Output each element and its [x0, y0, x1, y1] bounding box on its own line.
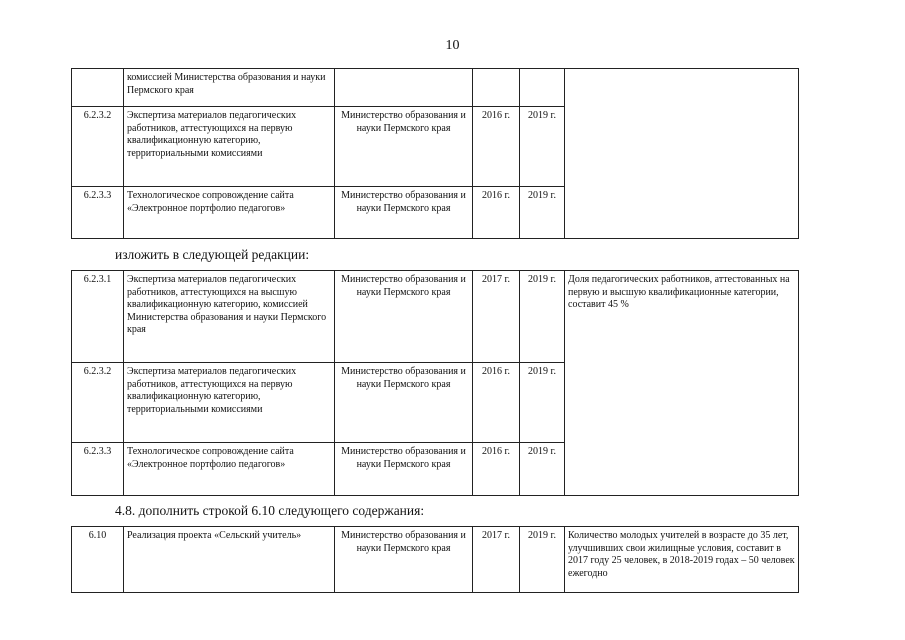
row-number: 6.2.3.3	[72, 443, 124, 496]
table-row	[72, 69, 799, 107]
task-text: Экспертиза материалов педагогических работников, аттестующихся на первую квалификационную категорию, территориальными комиссиями	[124, 107, 335, 187]
task-text: Технологическое сопровождение сайта «Электронное портфолио педагогов»	[124, 443, 335, 496]
organization: Министерство образования и науки Пермского края	[335, 187, 473, 239]
start-year	[473, 69, 520, 107]
task-text: Технологическое сопровождение сайта «Электронное портфолио педагогов»	[124, 187, 335, 239]
table-added-row	[71, 526, 799, 593]
section-heading: 4.8. дополнить строкой 6.10 следующего содержания:	[115, 503, 425, 518]
start-year: 2016 г.	[473, 187, 520, 239]
indicator-cell: Количество молодых учителей в возрасте до 35 лет, улучшивших свои жилищные условия, составит в 2017 году 25 человек, в 2018-2019 годах – 50 человек ежегодно	[565, 527, 799, 593]
task-text: Экспертиза материалов педагогических работников, аттестующихся на первую квалификационную категорию, территориальными комиссиями	[124, 363, 335, 443]
end-year: 2019 г.	[520, 271, 565, 363]
row-number: 6.2.3.2	[72, 107, 124, 187]
row-number: 6.10	[72, 527, 124, 593]
row-number: 6.2.3.1	[72, 271, 124, 363]
end-year: 2019 г.	[520, 443, 565, 496]
start-year: 2016 г.	[473, 107, 520, 187]
task-text: Экспертиза материалов педагогических работников, аттестующихся на высшую квалификационную категорию, комиссией Министерства образования и науки Пермского края	[124, 271, 335, 363]
indicator-cell	[565, 69, 799, 239]
table-new-version	[71, 270, 799, 496]
table-previous-version	[71, 68, 799, 239]
indicator-cell: Доля педагогических работников, аттестованных на первую и высшую квалификационные категории, составит 45 %	[565, 271, 799, 496]
start-year: 2016 г.	[473, 443, 520, 496]
table-row	[72, 527, 799, 593]
row-number: 6.2.3.3	[72, 187, 124, 239]
organization	[335, 69, 473, 107]
organization: Министерство образования и науки Пермского края	[335, 527, 473, 593]
task-text: Реализация проекта «Сельский учитель»	[124, 527, 335, 593]
page-number: 10	[445, 38, 460, 53]
row-number: 6.2.3.2	[72, 363, 124, 443]
end-year	[520, 69, 565, 107]
end-year: 2019 г.	[520, 363, 565, 443]
row-number	[72, 69, 124, 107]
task-text: комиссией Министерства образования и науки Пермского края	[124, 69, 335, 107]
end-year: 2019 г.	[520, 527, 565, 593]
start-year: 2017 г.	[473, 527, 520, 593]
start-year: 2017 г.	[473, 271, 520, 363]
end-year: 2019 г.	[520, 187, 565, 239]
organization: Министерство образования и науки Пермского края	[335, 363, 473, 443]
table-row	[72, 271, 799, 363]
organization: Министерство образования и науки Пермского края	[335, 107, 473, 187]
organization: Министерство образования и науки Пермского края	[335, 443, 473, 496]
end-year: 2019 г.	[520, 107, 565, 187]
organization: Министерство образования и науки Пермского края	[335, 271, 473, 363]
section-heading: изложить в следующей редакции:	[115, 247, 310, 262]
start-year: 2016 г.	[473, 363, 520, 443]
